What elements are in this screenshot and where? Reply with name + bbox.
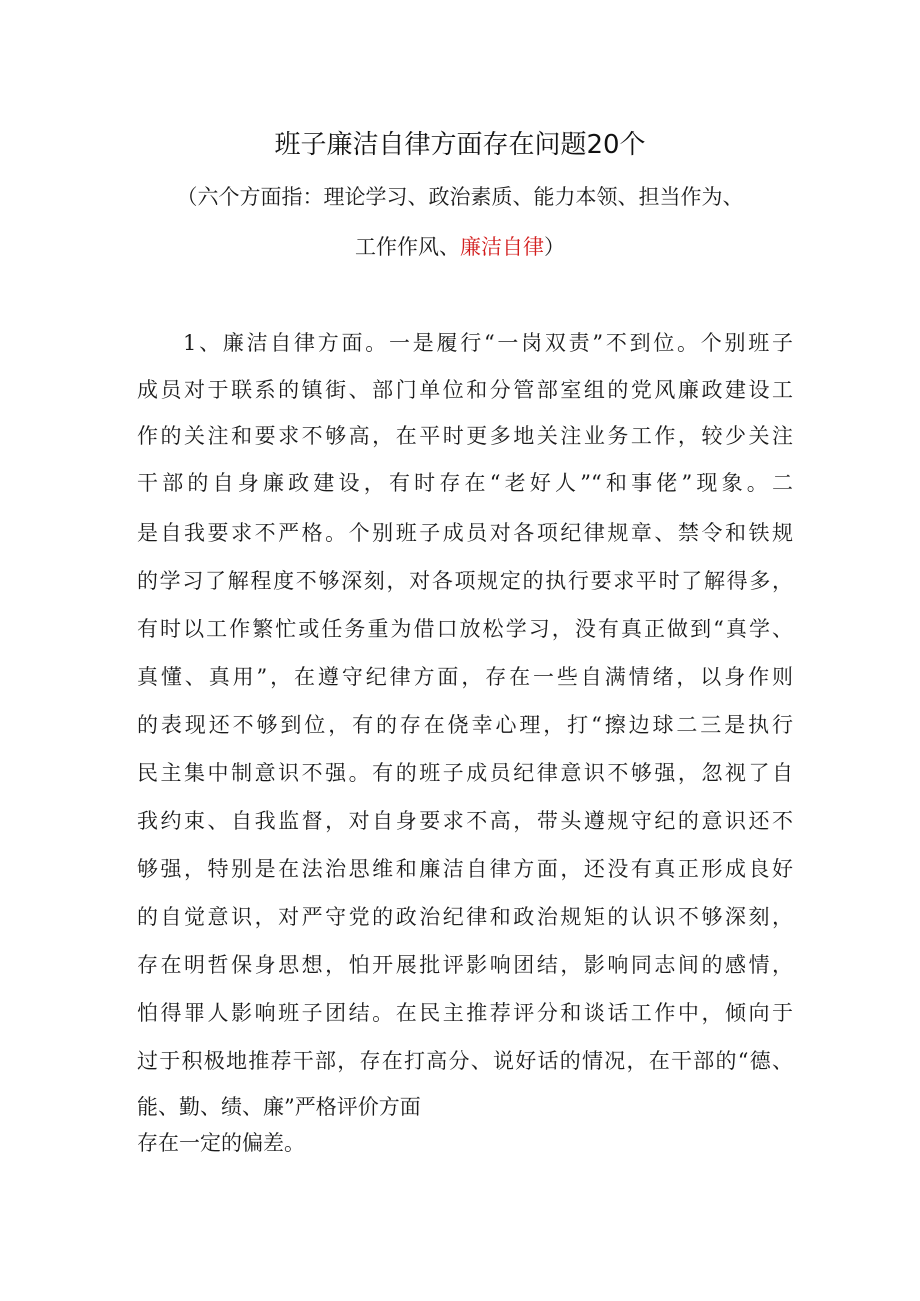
paragraph-line: 1、廉洁自律方面。一是履行“一岗双责”不到位。个别班子 (183, 331, 793, 355)
paragraph-line: 真懂、真用”，在遵守纪律方面，存在一些自满情绪，以身作则 (137, 665, 793, 689)
paragraph-line: 够强，特别是在法治思维和廉洁自律方面，还没有真正形成良好 (137, 857, 793, 881)
subtitle-prefix: 工作作风、 (355, 235, 460, 259)
paragraph-line: 过于积极地推荐干部，存在打高分、说好话的情况，在干部的“德、 (137, 1049, 793, 1073)
page-title: 班子廉洁自律方面存在问题20个 (274, 130, 646, 160)
paragraph-line: 有时以工作繁忙或任务重为借口放松学习，没有真正做到“真学、 (137, 617, 793, 641)
paragraph-line: 存在明哲保身思想，怕开展批评影响团结，影响同志间的感情， (137, 953, 793, 977)
subtitle-highlight: 廉洁自律 (460, 235, 544, 259)
paragraph-line: 是自我要求不严格。个别班子成员对各项纪律规章、禁令和铁规 (137, 521, 793, 545)
paragraph-line: 成员对于联系的镇街、部门单位和分管部室组的党风廉政建设工 (137, 378, 793, 402)
paragraph-line: 的表现还不够到位，有的存在侥幸心理，打“擦边球二三是执行 (137, 713, 793, 737)
paragraph-line: 作的关注和要求不够高，在平时更多地关注业务工作，较少关注 (137, 424, 793, 448)
paragraph-line: 能、勤、绩、廉”严格评价方面 (137, 1095, 421, 1119)
paragraph-line: 存在一定的偏差。 (137, 1131, 305, 1155)
paragraph-line: 干部的自身廉政建设，有时存在“老好人”“和事佬”现象。二 (137, 471, 793, 495)
paragraph-line: 的学习了解程度不够深刻，对各项规定的执行要求平时了解得多， (137, 569, 793, 593)
subtitle-line-1: （六个方面指：理论学习、政治素质、能力本领、担当作为、 (176, 185, 744, 209)
subtitle-line-2 (0, 232, 920, 262)
paragraph-line: 怕得罪人影响班子团结。在民主推荐评分和谈话工作中，倾向于 (137, 1001, 793, 1025)
paragraph-line: 的自觉意识，对严守党的政治纪律和政治规矩的认识不够深刻， (137, 905, 793, 929)
subtitle-suffix: ） (544, 235, 565, 259)
paragraph-line: 民主集中制意识不强。有的班子成员纪律意识不够强，忽视了自 (137, 761, 793, 785)
paragraph-line: 我约束、自我监督，对自身要求不高，带头遵规守纪的意识还不 (137, 809, 793, 833)
